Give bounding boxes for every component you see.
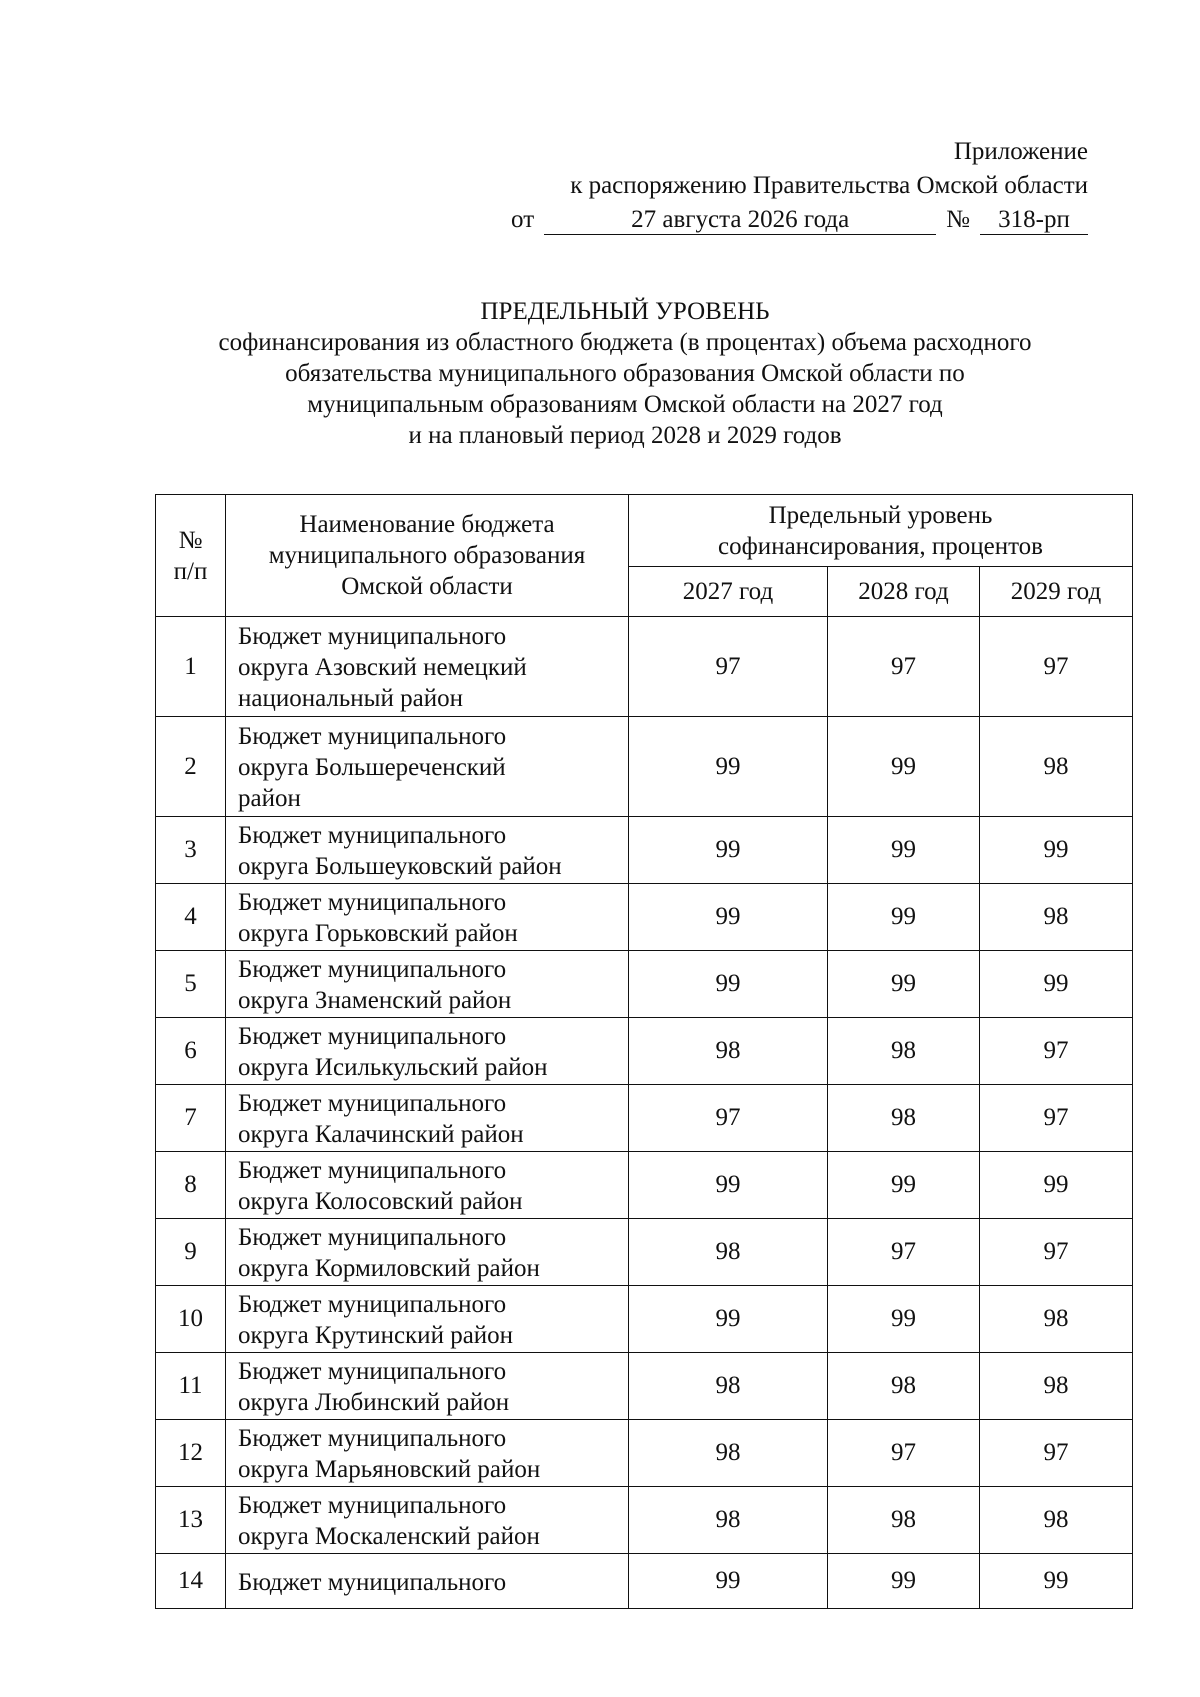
budget-name (226, 717, 629, 817)
row-number: 3 (156, 817, 226, 884)
budget-name-line-2: округа Крутинский район (238, 1322, 514, 1349)
row-number: 8 (156, 1152, 226, 1219)
level-2028: 99 (828, 717, 980, 817)
level-2028: 98 (828, 1018, 980, 1085)
table-row (156, 1152, 1133, 1219)
row-number: 10 (156, 1286, 226, 1353)
title-line-5: и на плановый период 2028 и 2029 годов (408, 422, 842, 449)
header-year-2028: 2028 год (828, 567, 980, 617)
order-date: 27 августа 2026 года (544, 206, 936, 235)
table-row (156, 1554, 1133, 1609)
budget-name-line-1: Бюджет муниципального (238, 723, 507, 750)
level-2029: 98 (980, 1286, 1133, 1353)
header-budget-name (226, 495, 629, 617)
table-row (156, 1085, 1133, 1152)
level-2029: 97 (980, 1085, 1133, 1152)
table-row (156, 951, 1133, 1018)
row-number: 13 (156, 1487, 226, 1554)
budget-name-line-1: Бюджет муниципального (238, 1492, 507, 1519)
table-row (156, 884, 1133, 951)
row-number: 14 (156, 1554, 226, 1609)
level-2029: 99 (980, 817, 1133, 884)
level-2029: 99 (980, 1554, 1133, 1609)
budget-name (226, 1085, 629, 1152)
budget-name-line-1: Бюджет муниципального (238, 1090, 507, 1117)
budget-name-line-1: Бюджет муниципального (238, 1157, 507, 1184)
level-2027: 99 (629, 884, 828, 951)
level-2027: 98 (629, 1219, 828, 1286)
level-2028: 98 (828, 1487, 980, 1554)
row-number: 11 (156, 1353, 226, 1420)
budget-name-line-3: национальный район (238, 685, 463, 712)
row-number: 7 (156, 1085, 226, 1152)
table-row (156, 1286, 1133, 1353)
budget-name-line-2: округа Азовский немецкий (238, 654, 527, 681)
budget-name-line-1: Бюджет муниципального (238, 956, 507, 983)
budget-name-line-2: округа Марьяновский район (238, 1456, 541, 1483)
level-2027: 99 (629, 717, 828, 817)
level-2028: 97 (828, 617, 980, 717)
level-2027: 98 (629, 1487, 828, 1554)
level-2028: 98 (828, 1353, 980, 1420)
title-line-3: обязательства муниципального образования Омской области по (285, 360, 965, 387)
from-label: от (511, 206, 535, 233)
level-2028: 99 (828, 1152, 980, 1219)
row-number: 1 (156, 617, 226, 717)
level-2027: 99 (629, 817, 828, 884)
budget-name-line-1: Бюджет муниципального (238, 1425, 507, 1452)
header-name-line-1: Наименование бюджета (299, 511, 555, 538)
header-level (629, 495, 1133, 567)
level-2028: 97 (828, 1219, 980, 1286)
level-2028: 99 (828, 884, 980, 951)
budget-name-line-2: округа Большереченский (238, 754, 506, 781)
row-number: 9 (156, 1219, 226, 1286)
level-2028: 99 (828, 817, 980, 884)
level-2027: 98 (629, 1420, 828, 1487)
table-body (156, 617, 1133, 1609)
level-2028: 99 (828, 1554, 980, 1609)
level-2029: 98 (980, 1353, 1133, 1420)
level-2029: 98 (980, 1487, 1133, 1554)
level-2029: 98 (980, 884, 1133, 951)
budget-name-line-1: Бюджет муниципального (238, 1023, 507, 1050)
level-2029: 97 (980, 617, 1133, 717)
document-title (0, 296, 1200, 451)
budget-name (226, 951, 629, 1018)
level-2029: 97 (980, 1018, 1133, 1085)
budget-name-line-2: округа Исилькульский район (238, 1054, 548, 1081)
order-number: 318-рп (980, 206, 1088, 235)
budget-name (226, 1487, 629, 1554)
budget-name-line-1: Бюджет муниципального (238, 889, 507, 916)
row-number: 4 (156, 884, 226, 951)
row-number: 12 (156, 1420, 226, 1487)
budget-name-line-1: Бюджет муниципального (238, 1358, 507, 1385)
budget-name (226, 1353, 629, 1420)
level-2027: 99 (629, 1554, 828, 1609)
level-2028: 97 (828, 1420, 980, 1487)
header-year-2029: 2029 год (980, 567, 1133, 617)
level-2027: 99 (629, 951, 828, 1018)
order-reference: к распоряжению Правительства Омской области (570, 172, 1088, 199)
budget-name-line-2: округа Большеуковский район (238, 853, 562, 880)
number-sign: № (946, 206, 970, 233)
table-row (156, 1353, 1133, 1420)
budget-name-line-1: Бюджет муниципального (238, 1568, 507, 1596)
level-2027: 98 (629, 1353, 828, 1420)
level-2027: 97 (629, 1085, 828, 1152)
level-2027: 98 (629, 1018, 828, 1085)
level-2028: 98 (828, 1085, 980, 1152)
header-number-pp: п/п (173, 557, 208, 585)
header-number (156, 495, 226, 617)
table-row (156, 1487, 1133, 1554)
budget-name-line-1: Бюджет муниципального (238, 623, 507, 650)
header-level-line-1: Предельный уровень (768, 501, 993, 529)
level-2029: 99 (980, 1152, 1133, 1219)
title-line-1: ПРЕДЕЛЬНЫЙ УРОВЕНЬ (480, 298, 770, 325)
order-date-number (511, 203, 1088, 237)
table-row (156, 1018, 1133, 1085)
budget-name (226, 1420, 629, 1487)
budget-name (226, 1219, 629, 1286)
header-level-line-2: софинансирования, процентов (718, 532, 1043, 560)
row-number: 2 (156, 717, 226, 817)
level-2028: 99 (828, 1286, 980, 1353)
table-row (156, 817, 1133, 884)
header-name-line-3: Омской области (341, 573, 513, 600)
level-2027: 97 (629, 617, 828, 717)
header-name-line-2: муниципального образования (268, 542, 586, 569)
budget-name-line-2: округа Калачинский район (238, 1121, 524, 1148)
budget-name (226, 1018, 629, 1085)
table-row (156, 1420, 1133, 1487)
table-row (156, 617, 1133, 717)
budget-name-line-2: округа Любинский район (238, 1389, 510, 1416)
cofinancing-table (155, 494, 1133, 1609)
row-number: 6 (156, 1018, 226, 1085)
budget-name-line-3: район (238, 785, 301, 812)
level-2027: 99 (629, 1286, 828, 1353)
header-year-2027: 2027 год (629, 567, 828, 617)
appendix-header (511, 135, 1088, 237)
budget-name-line-1: Бюджет муниципального (238, 822, 507, 849)
budget-name (226, 817, 629, 884)
budget-name (226, 1286, 629, 1353)
budget-name-line-2: округа Колосовский район (238, 1188, 523, 1215)
level-2029: 99 (980, 951, 1133, 1018)
budget-name-line-1: Бюджет муниципального (238, 1291, 507, 1318)
title-line-2: софинансирования из областного бюджета (в процентах) объема расходного (218, 329, 1032, 356)
header-number-sign: № (178, 526, 203, 554)
table-row (156, 717, 1133, 817)
title-line-4: муниципальным образованиям Омской области на 2027 год (307, 391, 943, 418)
budget-name-line-2: округа Горьковский район (238, 920, 518, 947)
budget-name-line-1: Бюджет муниципального (238, 1224, 507, 1251)
level-2029: 97 (980, 1219, 1133, 1286)
level-2027: 99 (629, 1152, 828, 1219)
level-2029: 98 (980, 717, 1133, 817)
budget-name (226, 1152, 629, 1219)
budget-name (226, 617, 629, 717)
level-2028: 99 (828, 951, 980, 1018)
row-number: 5 (156, 951, 226, 1018)
table-row (156, 1219, 1133, 1286)
appendix-label: Приложение (953, 138, 1088, 165)
budget-name-line-2: округа Знаменский район (238, 987, 512, 1014)
budget-name-line-2: округа Москаленский район (238, 1523, 540, 1550)
budget-name (226, 1554, 629, 1609)
budget-name (226, 884, 629, 951)
level-2029: 97 (980, 1420, 1133, 1487)
budget-name-line-2: округа Кормиловский район (238, 1255, 540, 1282)
